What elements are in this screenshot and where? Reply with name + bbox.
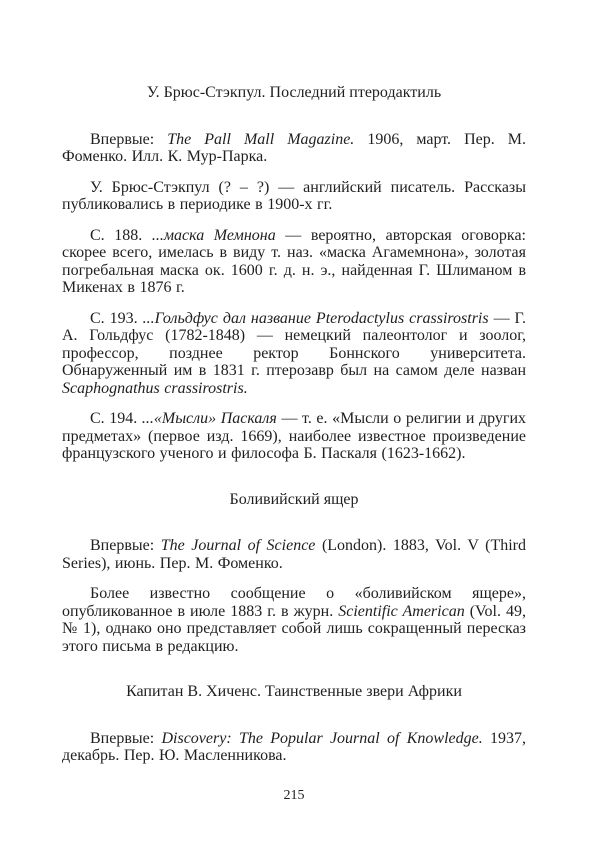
text-run: 1906, март. Пер. М. Фоменко. Илл. К. Мур-Парка. [62,130,526,165]
text-run: Впервые: [90,130,168,148]
paragraph [62,310,526,398]
italic-run: Discovery: The Popular Journal of Knowledge. [161,729,483,747]
text-run: Впервые: [90,537,161,554]
section-mystery-beasts [62,668,526,778]
text-run: Впервые: [90,729,162,747]
section-heading: У. Брюс-Стэкпул. Последний птеродактиль [146,84,442,101]
paragraph [62,537,526,572]
paragraph [62,410,526,463]
paragraph [62,227,526,297]
section-bolivian-lizard [62,476,526,669]
italic-run: ...«Мысли» Паскаля [141,410,277,427]
italic-run: ...маска Мемнона [151,226,276,244]
text-run: — т. е. «Мысли о религии и других предметах» (первое изд. 1669), наиболее известное произведение французского ученого и философа Б. Паскаля (1623-1662). [62,410,527,462]
italic-run: Scientific American [338,602,465,620]
text-run: — вероятно, авторская оговорка: скорее всего, имелась в виду т. наз. «маска Агамемнона», золотая погребальная маска ок. 1600 г. д. н. э., найденная Г. Шлиманом в Микенах в 1876 г. [62,226,526,296]
paragraph [62,730,526,765]
paragraph [62,179,526,214]
italic-run: ...Гольдфус дал название Pterodactylus crassirostris [142,309,489,327]
section-heading: Капитан В. Хиченс. Таинственные звери Африки [126,683,462,700]
text-run: С. 188. [90,226,152,244]
italic-run: The Journal of Science [160,537,316,554]
section-pterodactyl [62,84,526,476]
section-heading: Боливийский ящер [229,490,359,508]
paragraph [62,131,526,166]
italic-run: Scaphognathus crassirostris. [62,379,248,397]
text-run: (Vol. 49, № 1), однако оно представляет собой лишь сокращенный пересказ этого письма в редакцию. [62,602,527,655]
text-run: — Г. А. Гольдфус (1782-1848) — немецкий палеонтолог и зоолог, профессор, позднее ректор Боннского университета. Обнаруженный им в 1831 г. птерозавр был на самом деле назван [62,309,526,379]
text-run: Более известно сообщение о «боливийском ящере», опубликованное в июле 1883 г. в журн. [62,585,526,620]
text-run: (London). 1883, Vol. V (Third Series), июнь. Пер. М. Фоменко. [62,537,527,572]
section-paragraphs [62,537,526,655]
paragraph [62,585,526,655]
italic-run: The Pall Mall Magazine. [167,130,355,148]
text-run: С. 193. [90,309,143,327]
section-paragraphs [62,131,526,463]
text-run: С. 194. [90,410,142,427]
text-run: 1937, декабрь. Пер. Ю. Масленникова. [62,729,526,764]
section-paragraphs [62,730,526,765]
text-run: У. Брюс-Стэкпул (? – ?) — английский писатель. Рассказы публиковались в периодике в 1900-х гг. [62,178,526,213]
page-number: 215 [283,787,305,803]
